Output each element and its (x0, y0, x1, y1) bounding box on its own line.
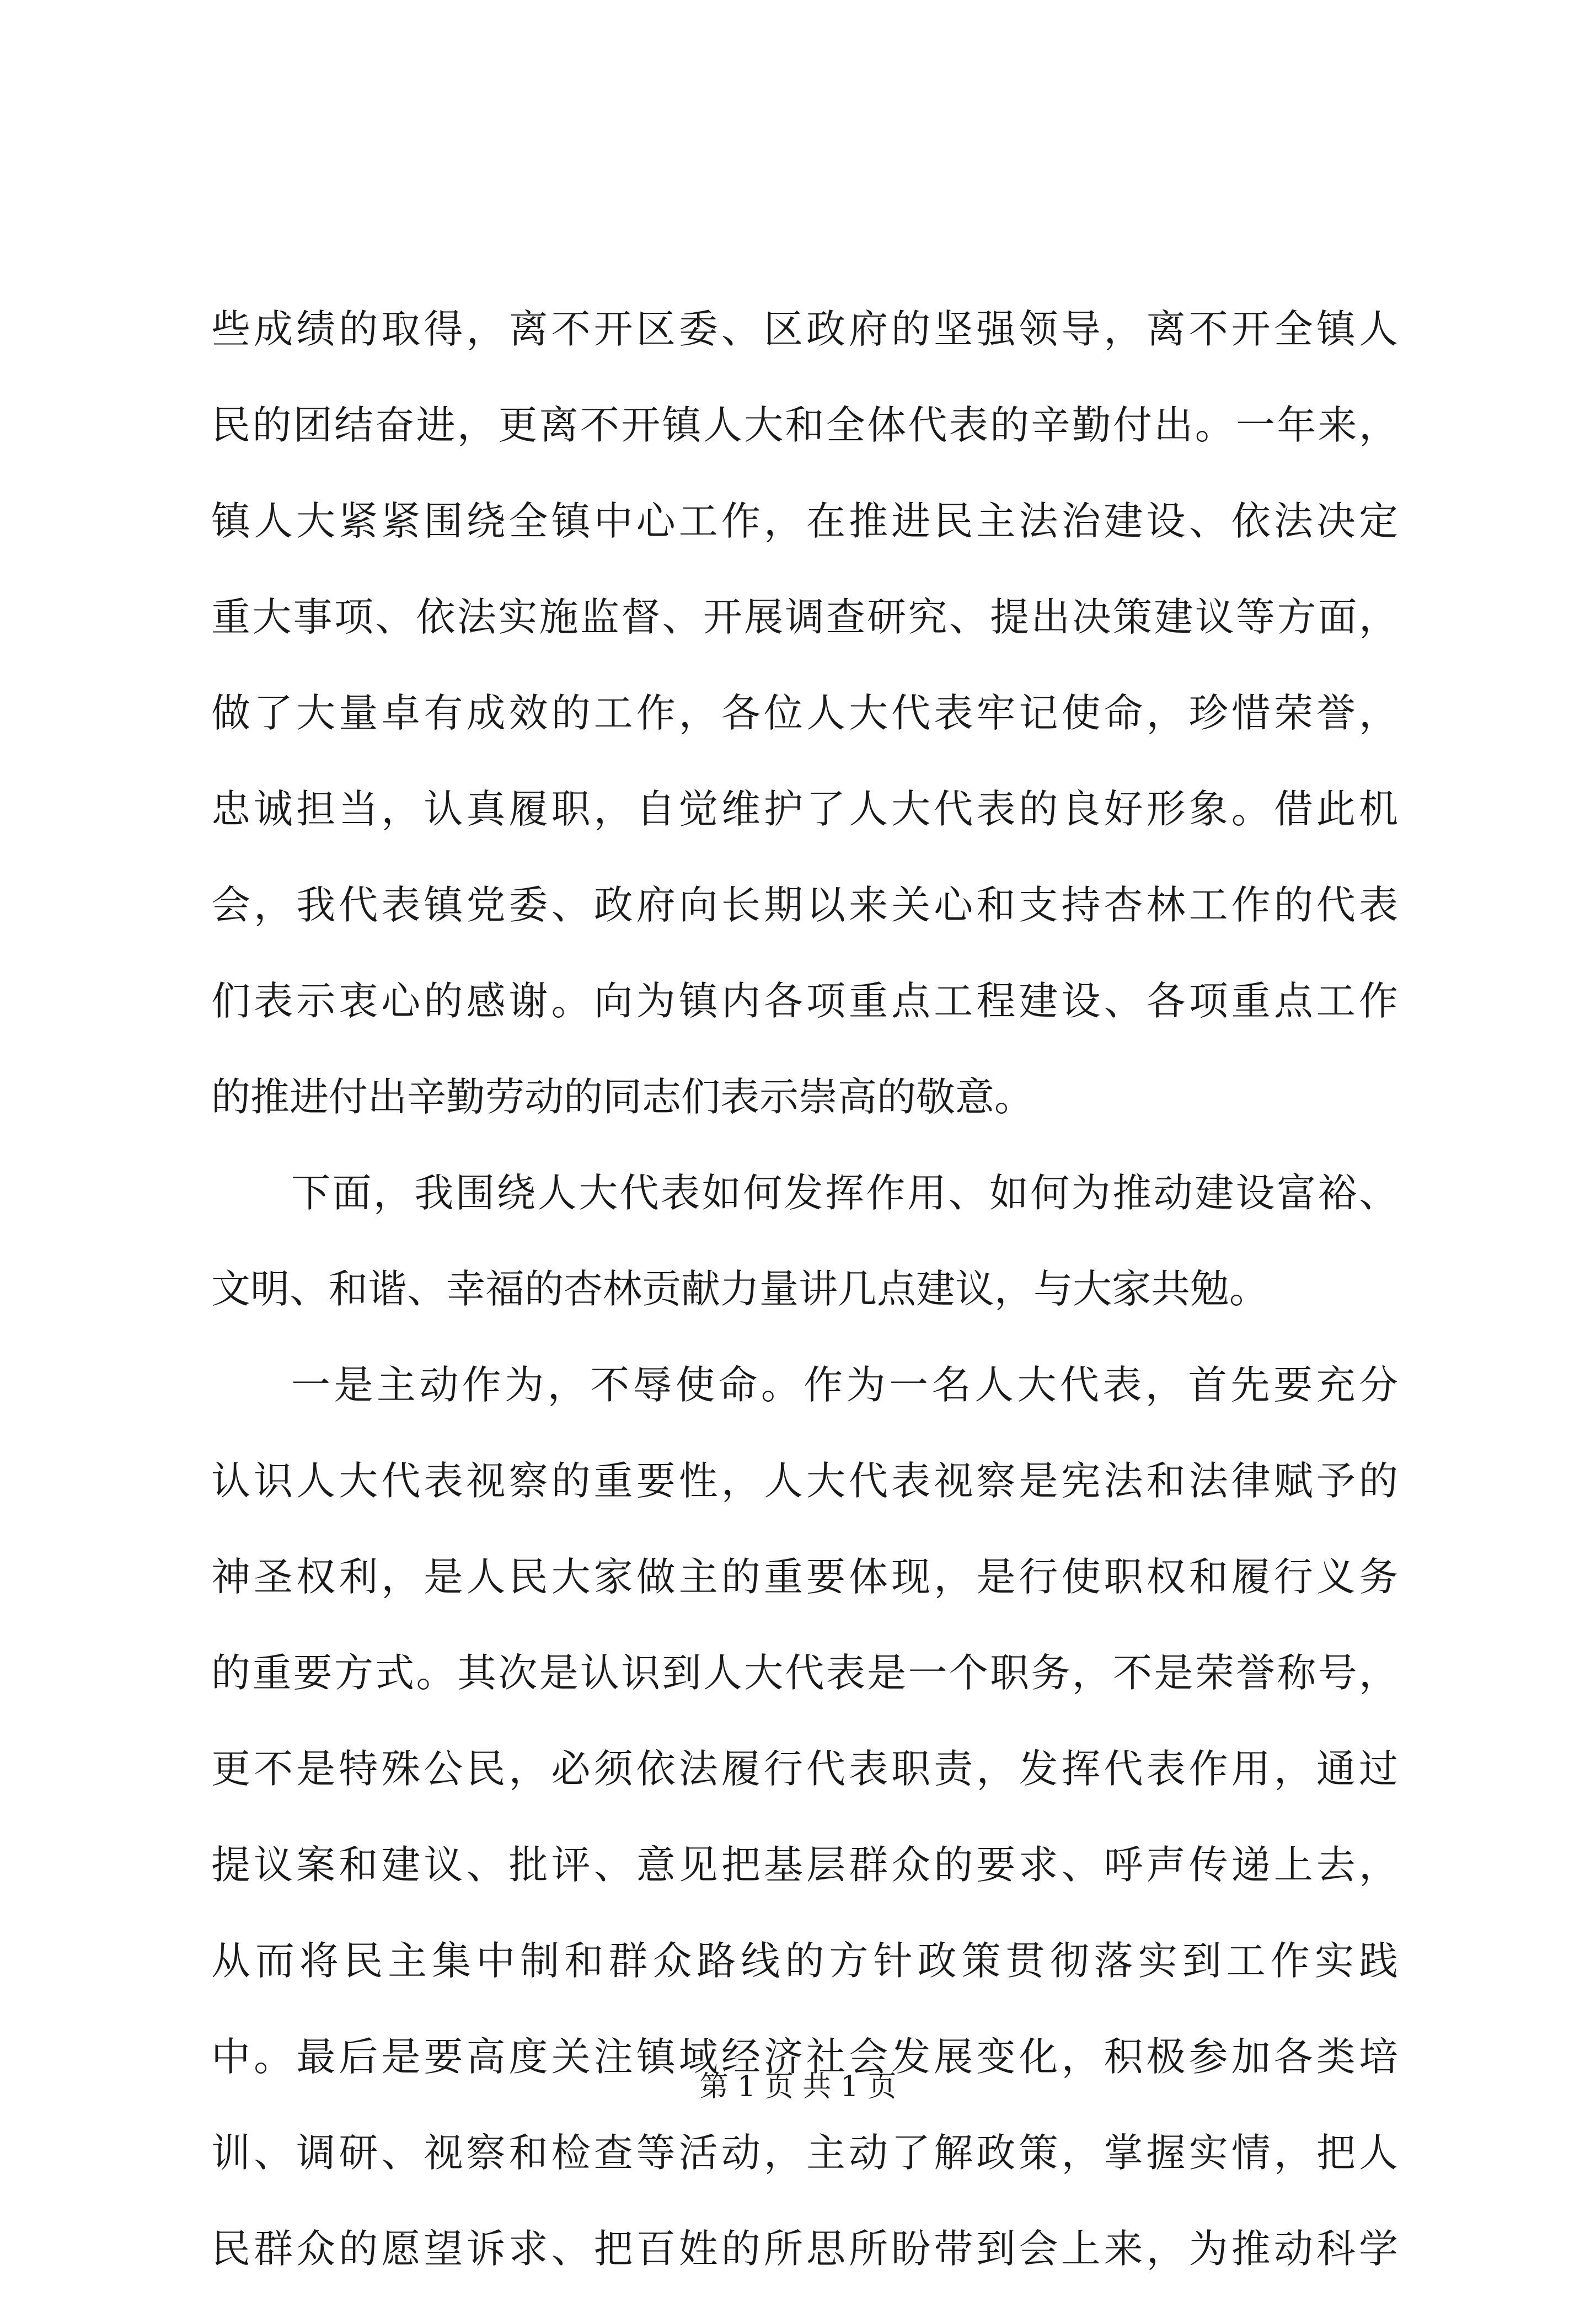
text-line: 下面，我围绕人大代表如何发挥作用、如何为推动建设富裕、 (291, 1170, 1398, 1216)
text-line: 中。最后是要高度关注镇域经济社会发展变化，积极参加各类培 (211, 2034, 1398, 2080)
page-number-footer: 第 1 页 共 1 页 (699, 2070, 897, 2103)
text-line: 些成绩的取得，离不开区委、区政府的坚强领导，离不开全镇人 (211, 306, 1398, 352)
text-line: 文明、和谐、幸福的杏林贡献力量讲几点建议，与大家共勉。 (211, 1266, 1269, 1312)
text-line: 民群众的愿望诉求、把百姓的所思所盼带到会上来，为推动科学 (211, 2226, 1398, 2272)
text-line: 镇人大紧紧围绕全镇中心工作，在推进民主法治建设、依法决定 (211, 498, 1398, 544)
text-line: 提议案和建议、批评、意见把基层群众的要求、呼声传递上去， (211, 1842, 1398, 1888)
text-line: 忠诚担当，认真履职，自觉维护了人大代表的良好形象。借此机 (211, 786, 1398, 832)
text-line: 从而将民主集中制和群众路线的方针政策贯彻落实到工作实践 (211, 1938, 1398, 1984)
text-line: 的推进付出辛勤劳动的同志们表示崇高的敬意。 (211, 1074, 1034, 1120)
text-line: 会，我代表镇党委、政府向长期以来关心和支持杏林工作的代表 (211, 882, 1398, 928)
text-line: 们表示衷心的感谢。向为镇内各项重点工程建设、各项重点工作 (211, 978, 1398, 1024)
text-line: 训、调研、视察和检查等活动，主动了解政策，掌握实情，把人 (211, 2130, 1398, 2176)
text-line: 神圣权利，是人民大家做主的重要体现，是行使职权和履行义务 (211, 1554, 1398, 1600)
text-line: 的重要方式。其次是认识到人大代表是一个职务，不是荣誉称号， (211, 1650, 1398, 1696)
text-line: 更不是特殊公民，必须依法履行代表职责，发挥代表作用，通过 (211, 1746, 1398, 1792)
text-line: 做了大量卓有成效的工作，各位人大代表牢记使命，珍惜荣誉， (211, 690, 1398, 736)
text-line: 认识人大代表视察的重要性，人大代表视察是宪法和法律赋予的 (211, 1458, 1398, 1504)
text-line: 民的团结奋进，更离不开镇人大和全体代表的辛勤付出。一年来， (211, 402, 1398, 448)
text-line: 重大事项、依法实施监督、开展调查研究、提出决策建议等方面， (211, 594, 1398, 640)
text-line: 一是主动作为，不辱使命。作为一名人大代表，首先要充分 (291, 1362, 1398, 1408)
body-text (211, 281, 1398, 2297)
